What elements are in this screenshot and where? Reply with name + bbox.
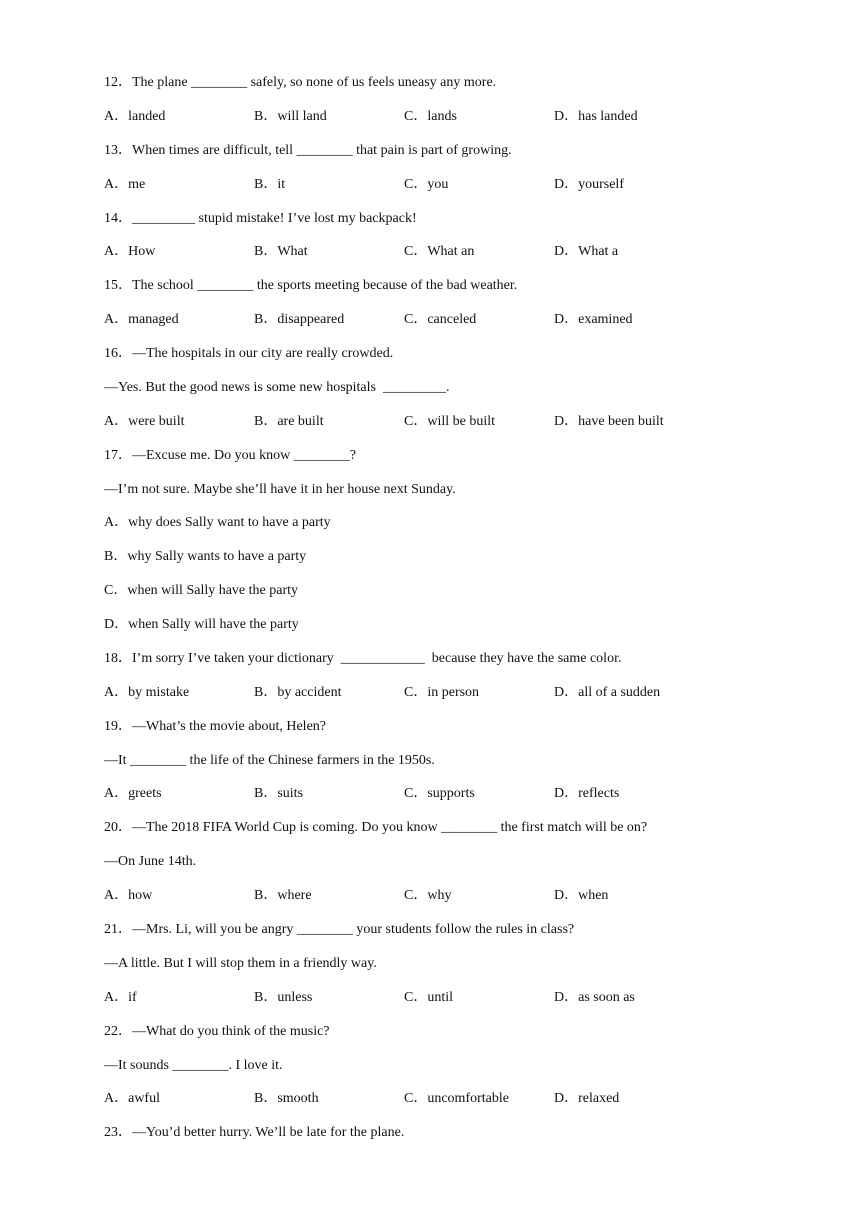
question-stem: 17．—Excuse me. Do you know ________? [104,447,356,463]
answer-option: D．when [554,888,609,904]
answer-option: A．How [104,244,156,260]
answer-option: A．awful [104,1091,160,1107]
question-stem: 14．_________ stupid mistake! I’ve lost my backpack! [104,210,417,226]
answer-option: D．What a [554,244,619,260]
answer-option: D．as soon as [554,989,635,1005]
answer-option: C．lands [404,108,457,124]
answer-option: D．have been built [554,413,664,429]
answer-option: C．What an [404,244,475,260]
answer-option: B．by accident [254,684,342,700]
answer-option: B．What [254,244,308,260]
answer-option: A．me [104,176,146,192]
answer-option: C．you [404,176,449,192]
answer-option: A．greets [104,786,162,802]
answer-option: A．were built [104,413,185,429]
answer-option: C．canceled [404,312,477,328]
answer-option: D．when Sally will have the party [104,617,299,633]
question-dialog-line: —It sounds ________. I love it. [104,1057,283,1073]
question-dialog-line: —On June 14th. [104,854,197,870]
answer-option: A．how [104,888,153,904]
answer-option: B．where [254,888,312,904]
question-stem: 12．The plane ________ safely, so none of us feels uneasy any more. [104,75,497,90]
answer-option: B．it [254,176,286,192]
answer-option: C．when will Sally have the party [104,583,299,599]
answer-option: D．yourself [554,176,624,192]
question-stem: 13．When times are difficult, tell ________ that pain is part of growing. [104,142,512,158]
question-stem: 23．—You’d better hurry. We’ll be late for the plane. [104,1125,405,1141]
answer-option: B．will land [254,108,327,124]
answer-option: B．are built [254,413,324,429]
answer-option: B．why Sally wants to have a party [104,549,307,565]
question-stem: 20．—The 2018 FIFA World Cup is coming. Do you know ________ the first match will be on? [104,820,648,836]
answer-option: C．supports [404,786,475,802]
answer-option: A．by mistake [104,684,190,700]
answer-option: B．suits [254,786,304,802]
question-stem: 18．I’m sorry I’ve taken your dictionary ____________ because they have the same color. [104,650,622,666]
answer-option: C．will be built [404,413,495,429]
question-stem: 21．—Mrs. Li, will you be angry ________ your students follow the rules in class? [104,922,575,937]
answer-option: D．has landed [554,108,638,124]
question-dialog-line: —A little. But I will stop them in a friendly way. [104,955,377,971]
question-stem: 16．—The hospitals in our city are really crowded. [104,346,394,362]
answer-option: C．uncomfortable [404,1091,509,1107]
answer-option: C．why [404,888,452,904]
question-stem: 19．—What’s the movie about, Helen? [104,718,326,734]
answer-option: A．why does Sally want to have a party [104,515,331,531]
question-dialog-line: —Yes. But the good news is some new hospitals _________. [104,379,450,395]
answer-option: D．all of a sudden [554,684,661,700]
answer-option: C．until [404,989,454,1005]
answer-option: A．landed [104,108,166,124]
question-stem: 22．—What do you think of the music? [104,1023,330,1039]
answer-option: D．relaxed [554,1091,620,1107]
answer-option: D．examined [554,312,633,328]
answer-option: B．disappeared [254,312,345,328]
answer-option: C．in person [404,684,480,700]
answer-option: A．if [104,989,137,1005]
answer-option: A．managed [104,312,179,328]
answer-option: B．smooth [254,1091,319,1107]
answer-option: D．reflects [554,786,620,802]
answer-option: B．unless [254,989,313,1005]
question-dialog-line: —I’m not sure. Maybe she’ll have it in her house next Sunday. [104,481,456,497]
question-dialog-line: —It ________ the life of the Chinese farmers in the 1950s. [104,752,435,768]
question-stem: 15．The school ________ the sports meeting because of the bad weather. [104,278,518,294]
